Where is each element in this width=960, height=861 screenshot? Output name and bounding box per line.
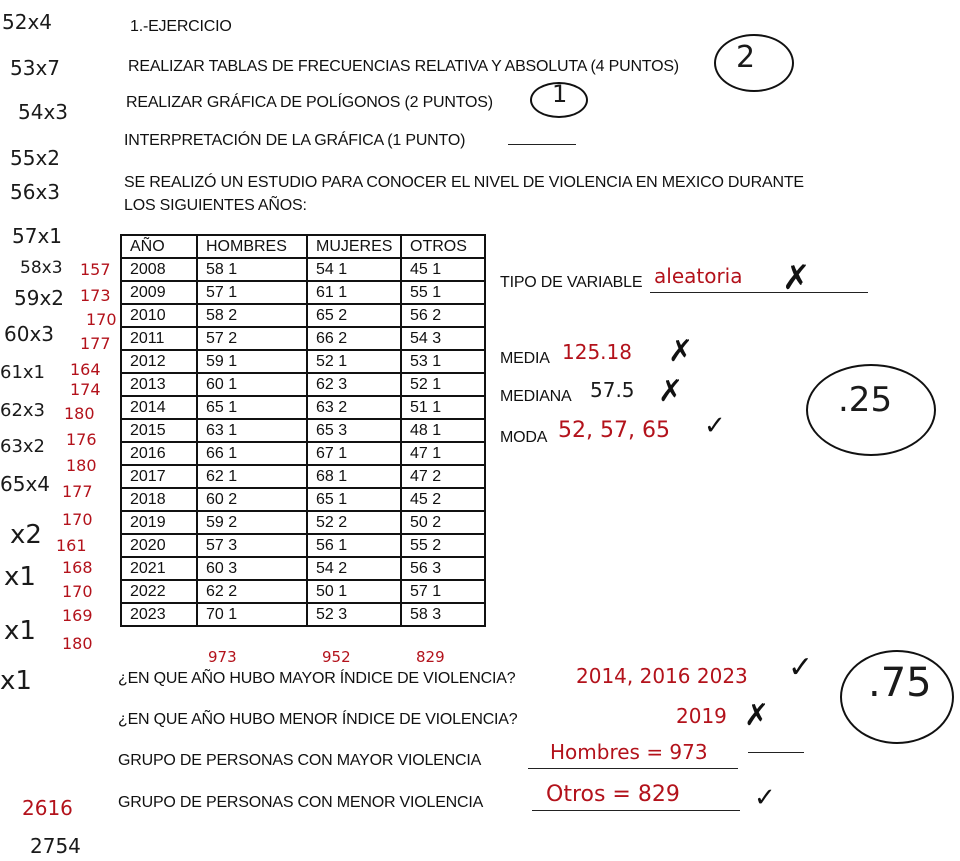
media-label: MEDIA — [500, 350, 550, 367]
value-cell: 50 1 — [307, 580, 401, 603]
column-header: MUJERES — [307, 235, 401, 258]
margin-calc: x2 — [10, 520, 42, 550]
value-cell: 59 1 — [197, 350, 307, 373]
value-cell: 50 2 — [401, 511, 485, 534]
question-1: ¿EN QUE AÑO HUBO MAYOR ÍNDICE DE VIOLENCIA? — [118, 670, 516, 687]
media-value: 125.18 — [562, 340, 632, 364]
year-cell: 2009 — [121, 281, 197, 304]
value-cell: 60 3 — [197, 557, 307, 580]
column-header: OTROS — [401, 235, 485, 258]
value-cell: 45 2 — [401, 488, 485, 511]
value-cell: 52 3 — [307, 603, 401, 626]
value-cell: 48 1 — [401, 419, 485, 442]
value-cell: 57 3 — [197, 534, 307, 557]
margin-calc: 58x3 — [20, 258, 63, 278]
answer-line — [748, 752, 804, 753]
value-cell: 52 1 — [401, 373, 485, 396]
margin-calc: 62x3 — [0, 400, 46, 421]
value-cell: 52 2 — [307, 511, 401, 534]
intro-line-1: SE REALIZÓ UN ESTUDIO PARA CONOCER EL NIVEL DE VIOLENCIA EN MEXICO DURANTE — [124, 174, 804, 191]
value-cell: 47 2 — [401, 465, 485, 488]
margin-cum: 170 — [62, 582, 93, 601]
year-cell: 2020 — [121, 534, 197, 557]
table-row — [121, 534, 485, 557]
value-cell: 66 2 — [307, 327, 401, 350]
value-cell: 56 3 — [401, 557, 485, 580]
value-cell: 57 2 — [197, 327, 307, 350]
instruction-2: REALIZAR GRÁFICA DE POLÍGONOS (2 PUNTOS) — [126, 94, 493, 111]
value-cell: 51 1 — [401, 396, 485, 419]
check-mark: ✓ — [704, 410, 726, 440]
table-row — [121, 258, 485, 281]
value-cell: 65 1 — [197, 396, 307, 419]
margin-cum: 161 — [56, 536, 87, 555]
table-row — [121, 511, 485, 534]
table-row — [121, 396, 485, 419]
answer-2: 2019 — [676, 704, 727, 728]
mediana-label: MEDIANA — [500, 388, 572, 405]
value-cell: 66 1 — [197, 442, 307, 465]
value-cell: 63 1 — [197, 419, 307, 442]
table-row — [121, 488, 485, 511]
table-row — [121, 350, 485, 373]
year-cell: 2018 — [121, 488, 197, 511]
margin-cum: 170 — [62, 510, 93, 529]
margin-calc: 63x2 — [0, 436, 46, 457]
year-cell: 2017 — [121, 465, 197, 488]
value-cell: 58 1 — [197, 258, 307, 281]
total-otros: 829 — [416, 648, 445, 666]
margin-cum: 180 — [62, 634, 93, 653]
value-cell: 53 1 — [401, 350, 485, 373]
grade-1: 1 — [552, 80, 568, 108]
answer-4: Otros = 829 — [546, 782, 680, 807]
value-cell: 57 1 — [197, 281, 307, 304]
answer-line — [508, 144, 576, 145]
x-mark: ✗ — [658, 375, 684, 408]
value-cell: 54 2 — [307, 557, 401, 580]
value-cell: 45 1 — [401, 258, 485, 281]
instruction-3: INTERPRETACIÓN DE LA GRÁFICA (1 PUNTO) — [124, 132, 466, 149]
margin-cum: 177 — [62, 482, 93, 501]
value-cell: 58 2 — [197, 304, 307, 327]
value-cell: 68 1 — [307, 465, 401, 488]
grade-025: .25 — [838, 380, 893, 420]
year-cell: 2013 — [121, 373, 197, 396]
table-row — [121, 327, 485, 350]
year-cell: 2010 — [121, 304, 197, 327]
table-row — [121, 465, 485, 488]
total-hombres: 973 — [208, 648, 237, 666]
year-cell: 2019 — [121, 511, 197, 534]
margin-cum: 170 — [86, 310, 117, 329]
year-cell: 2011 — [121, 327, 197, 350]
instruction-1: REALIZAR TABLAS DE FRECUENCIAS RELATIVA Y ABSOLUTA (4 PUNTOS) — [128, 58, 679, 75]
margin-cum: 176 — [66, 430, 97, 449]
value-cell: 47 1 — [401, 442, 485, 465]
margin-calc: 55x2 — [10, 146, 61, 170]
table-row — [121, 603, 485, 626]
margin-calc: 54x3 — [18, 100, 69, 124]
value-cell: 59 2 — [197, 511, 307, 534]
value-cell: 54 1 — [307, 258, 401, 281]
margin-calc: 53x7 — [10, 56, 61, 80]
year-cell: 2014 — [121, 396, 197, 419]
margin-sum: 2754 — [30, 834, 81, 858]
column-header: HOMBRES — [197, 235, 307, 258]
year-cell: 2012 — [121, 350, 197, 373]
margin-cum: 168 — [62, 558, 93, 577]
year-cell: 2008 — [121, 258, 197, 281]
variable-label: TIPO DE VARIABLE — [500, 274, 643, 291]
exercise-title: 1.-EJERCICIO — [130, 18, 232, 35]
grade-2: 2 — [736, 40, 756, 75]
check-mark: ✓ — [754, 782, 776, 812]
value-cell: 52 1 — [307, 350, 401, 373]
margin-cum: 180 — [66, 456, 97, 475]
margin-calc: 65x4 — [0, 472, 51, 496]
grade-075: .75 — [868, 660, 932, 706]
margin-calc: 57x1 — [12, 224, 63, 248]
value-cell: 70 1 — [197, 603, 307, 626]
total-mujeres: 952 — [322, 648, 351, 666]
value-cell: 61 1 — [307, 281, 401, 304]
margin-cum: 180 — [64, 404, 95, 423]
margin-calc: x1 — [0, 666, 32, 696]
value-cell: 56 1 — [307, 534, 401, 557]
question-3: GRUPO DE PERSONAS CON MAYOR VIOLENCIA — [118, 752, 482, 769]
margin-calc: 52x4 — [2, 10, 53, 34]
value-cell: 65 3 — [307, 419, 401, 442]
data-table — [120, 234, 486, 627]
margin-cum: 157 — [80, 260, 111, 279]
margin-cum: 177 — [80, 334, 111, 353]
answer-3: Hombres = 973 — [550, 740, 708, 764]
margin-cum: 173 — [80, 286, 111, 305]
moda-value: 52, 57, 65 — [558, 418, 670, 443]
margin-calc: x1 — [4, 562, 36, 592]
value-cell: 60 1 — [197, 373, 307, 396]
margin-cum: 169 — [62, 606, 93, 625]
year-cell: 2021 — [121, 557, 197, 580]
answer-1: 2014, 2016 2023 — [576, 664, 748, 688]
table-row — [121, 281, 485, 304]
check-mark: ✓ — [788, 651, 814, 684]
answer-line — [532, 810, 740, 811]
x-mark: ✗ — [668, 335, 694, 368]
margin-cum: 174 — [70, 380, 101, 399]
value-cell: 62 3 — [307, 373, 401, 396]
column-header: AÑO — [121, 235, 197, 258]
value-cell: 67 1 — [307, 442, 401, 465]
margin-cum: 164 — [70, 360, 101, 379]
value-cell: 65 1 — [307, 488, 401, 511]
year-cell: 2022 — [121, 580, 197, 603]
variable-value: aleatoria — [654, 264, 743, 288]
value-cell: 57 1 — [401, 580, 485, 603]
intro-line-2: LOS SIGUIENTES AÑOS: — [124, 197, 307, 214]
answer-line — [650, 292, 868, 293]
table-row — [121, 304, 485, 327]
table-row — [121, 419, 485, 442]
value-cell: 56 2 — [401, 304, 485, 327]
value-cell: 58 3 — [401, 603, 485, 626]
margin-sum: 2616 — [22, 796, 73, 820]
question-2: ¿EN QUE AÑO HUBO MENOR ÍNDICE DE VIOLENCIA? — [118, 711, 518, 728]
table-header-row — [121, 235, 485, 258]
value-cell: 54 3 — [401, 327, 485, 350]
margin-calc: 61x1 — [0, 362, 46, 383]
year-cell: 2015 — [121, 419, 197, 442]
year-cell: 2023 — [121, 603, 197, 626]
value-cell: 65 2 — [307, 304, 401, 327]
table-row — [121, 580, 485, 603]
value-cell: 55 2 — [401, 534, 485, 557]
table-row — [121, 373, 485, 396]
table-row — [121, 442, 485, 465]
x-mark: ✗ — [744, 699, 770, 732]
value-cell: 63 2 — [307, 396, 401, 419]
answer-line — [528, 768, 738, 769]
mediana-value: 57.5 — [590, 378, 635, 402]
value-cell: 60 2 — [197, 488, 307, 511]
margin-calc: 59x2 — [14, 286, 65, 310]
x-mark: ✗ — [782, 259, 811, 297]
margin-calc: x1 — [4, 616, 36, 646]
moda-label: MODA — [500, 429, 548, 446]
table-row — [121, 557, 485, 580]
value-cell: 62 1 — [197, 465, 307, 488]
margin-calc: 60x3 — [4, 322, 55, 346]
value-cell: 55 1 — [401, 281, 485, 304]
value-cell: 62 2 — [197, 580, 307, 603]
year-cell: 2016 — [121, 442, 197, 465]
margin-calc: 56x3 — [10, 180, 61, 204]
question-4: GRUPO DE PERSONAS CON MENOR VIOLENCIA — [118, 794, 484, 811]
